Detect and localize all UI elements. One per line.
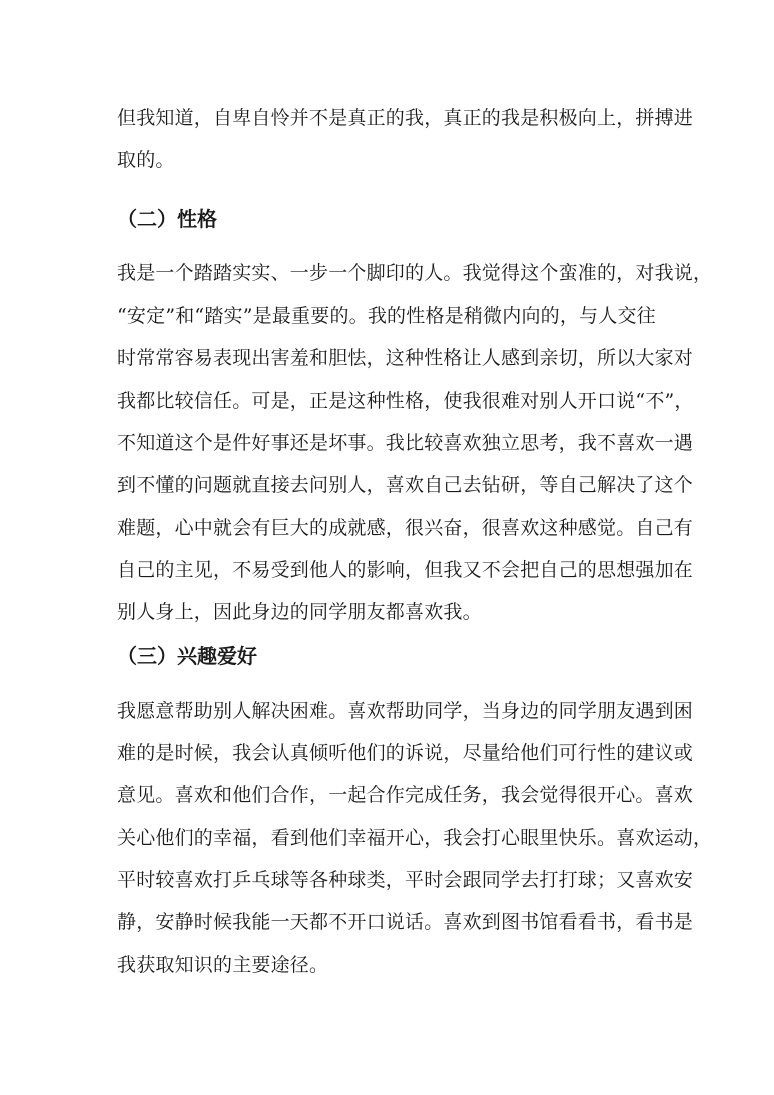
hobbies-line-2: 难的是时候，我会认真倾听他们的诉说，尽量给他们可行性的建议或	[117, 742, 694, 764]
personality-line-4: 我都比较信任。可是，正是这种性格，使我很难对别人开口说“不”，	[117, 390, 694, 412]
personality-line-7: 难题，心中就会有巨大的成就感，很兴奋，很喜欢这种感觉。自己有	[117, 517, 694, 539]
section-heading-hobbies: （三）兴趣爱好	[117, 644, 257, 668]
personality-line-9: 别人身上，因此身边的同学朋友都喜欢我。	[117, 601, 482, 623]
hobbies-line-3: 意见。喜欢和他们合作，一起合作完成任务，我会觉得很开心。喜欢	[117, 784, 694, 806]
personality-line-1: 我是一个踏踏实实、一步一个脚印的人。我觉得这个蛮准的，对我说，	[117, 262, 713, 284]
section-heading-personality: （二）性格	[117, 207, 217, 231]
personality-line-2: “安定”和“踏实”是最重要的。我的性格是稍微内向的，与人交往	[117, 305, 656, 327]
intro-line-1: 但我知道，自卑自怜并不是真正的我，真正的我是积极向上，拼搏进	[117, 107, 694, 129]
personality-line-8: 自己的主见，不易受到他人的影响，但我又不会把自己的思想强加在	[117, 559, 694, 581]
hobbies-line-1: 我愿意帮助别人解决困难。喜欢帮助同学，当身边的同学朋友遇到困	[117, 700, 694, 722]
personality-line-5: 不知道这个是件好事还是坏事。我比较喜欢独立思考，我不喜欢一遇	[117, 432, 694, 454]
intro-line-2: 取的。	[117, 149, 175, 171]
personality-line-6: 到不懂的问题就直接去问别人，喜欢自己去钻研，等自己解决了这个	[117, 474, 694, 496]
hobbies-line-5: 平时较喜欢打乒乓球等各种球类，平时会跟同学去打打球；又喜欢安	[117, 869, 694, 891]
personality-line-3: 时常常容易表现出害羞和胆怯，这种性格让人感到亲切，所以大家对	[117, 347, 694, 369]
hobbies-line-6: 静，安静时候我能一天都不开口说话。喜欢到图书馆看看书，看书是	[117, 911, 694, 933]
hobbies-line-7: 我获取知识的主要途径。	[117, 954, 329, 976]
hobbies-line-4: 关心他们的幸福，看到他们幸福开心，我会打心眼里快乐。喜欢运动，	[117, 827, 713, 849]
